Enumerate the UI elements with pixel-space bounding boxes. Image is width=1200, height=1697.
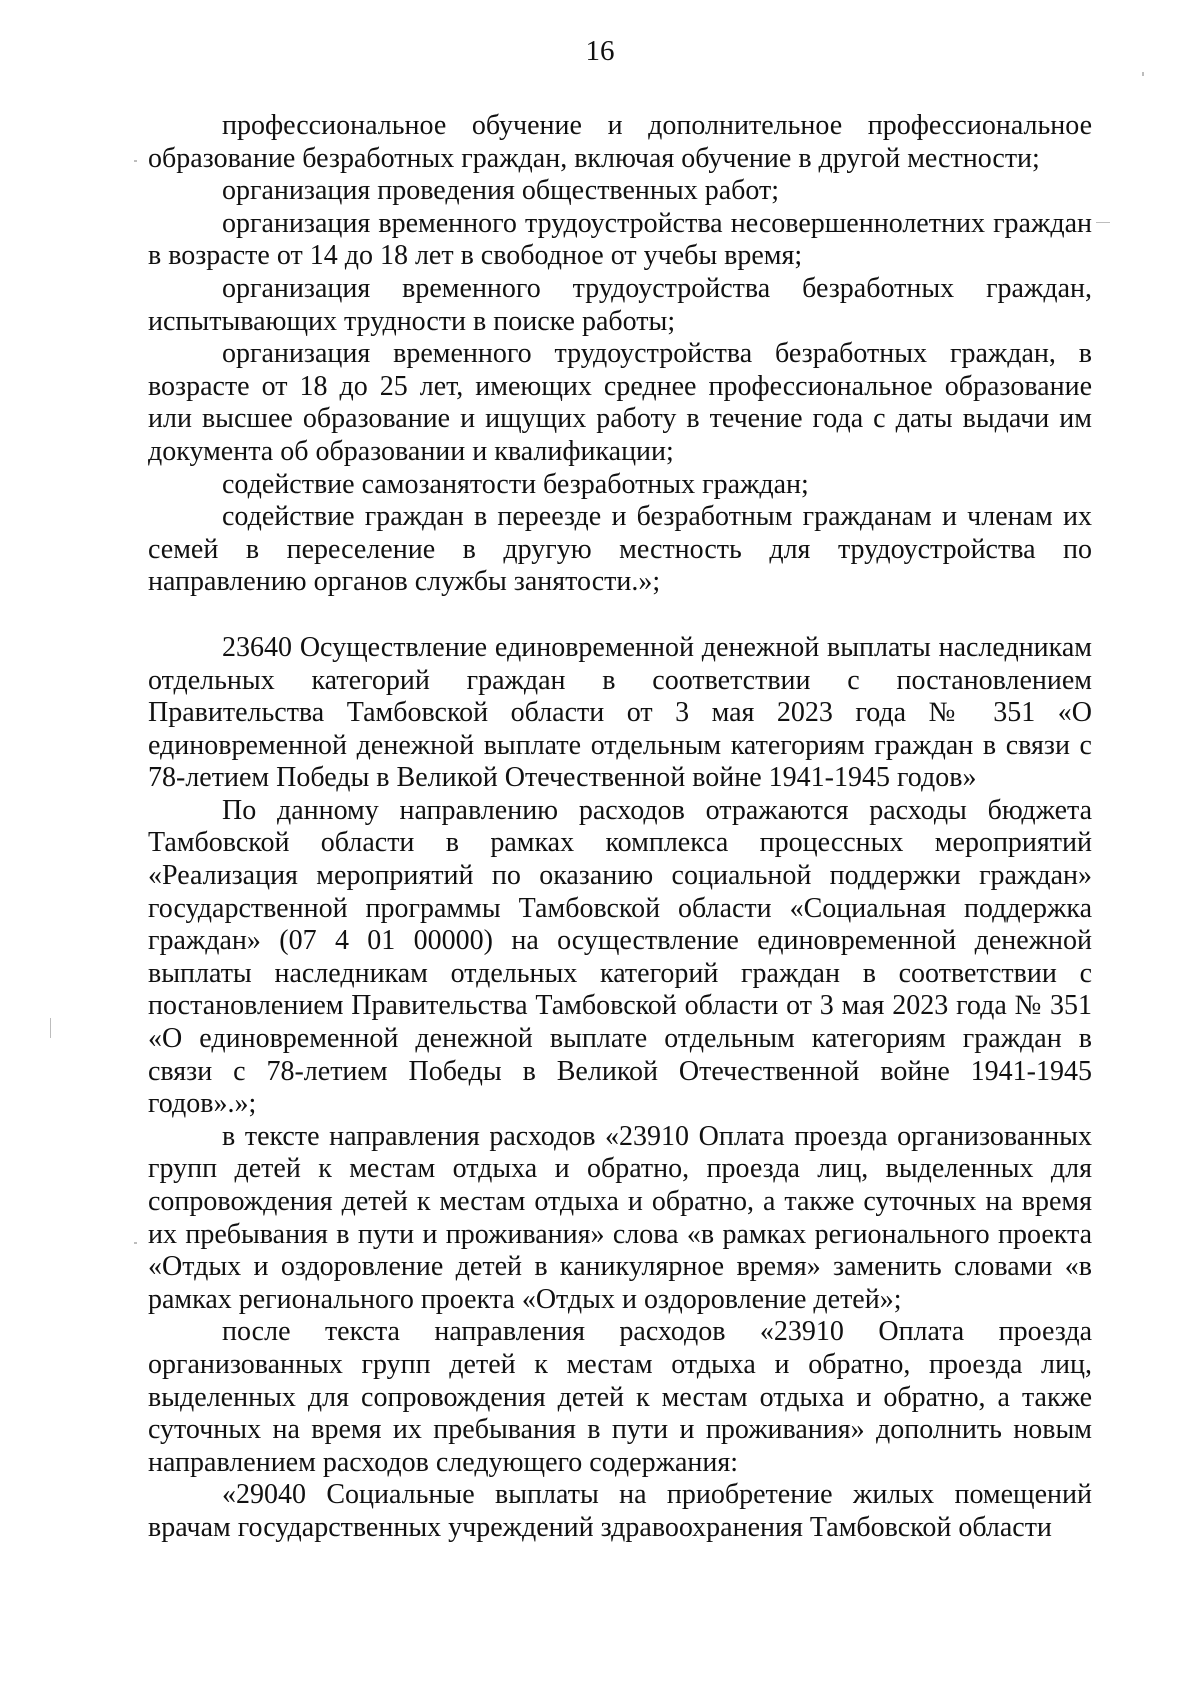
paragraph-public-works: организация проведения общественных работ; [222,175,780,207]
document-body [148,110,1092,1545]
paragraph-young-graduates-employment: организация временного трудоустройства безработных граждан, в возрасте от 18 до 25 лет, имеющих среднее профессиональное образование или высшее образование и ищущих работу в течение года с даты выдачи им документа об образовании и квалификации; [148,338,1092,467]
paragraph-new-expense-introduction: после текста направления расходов «23910 Оплата проезда организованных групп детей к местам отдыха и обратно, проезда лиц, выделенных для сопровождения детей к местам отдыха и обратно, а также суточных на время их пребывания в пути и проживания» дополнить новым направлением расходов следующего содержания: [148,1316,1092,1478]
scan-speck [1096,222,1110,223]
paragraph-unemployed-employment: организация временного трудоустройства безработных граждан, испытывающих трудности в поиске работы; [148,272,1092,337]
paragraph-self-employment: содействие самозанятости безработных граждан; [222,468,809,500]
scan-speck [134,160,137,162]
paragraph-expense-23640: 23640 Осуществление единовременной денежной выплаты наследникам отдельных категорий граждан в соответствии с постановлением Правительства Тамбовской области от 3 мая 2023 года № 351 «О единовременной денежной выплате отдельным категориям граждан в связи с 78-летием Победы в Великой Отечественной войне 1941-1945 годов» [148,631,1092,794]
paragraph-relocation-assistance: содействие граждан в переезде и безработным гражданам и членам их семей в переселение в другую местность для трудоустройства по направлению органов службы занятости.»; [148,501,1092,598]
scan-speck [1142,72,1144,76]
scan-speck [134,1242,137,1244]
paragraph-expense-29040: «29040 Социальные выплаты на приобретение жилых помещений врачам государственных учреждений здравоохранения Тамбовской области [148,1479,1092,1543]
page-number: 16 [585,35,615,67]
paragraph-professional-training: профессиональное обучение и дополнительное профессиональное образование безработных граждан, включая обучение в другой местности; [148,110,1092,174]
scan-speck [50,1018,51,1038]
paragraph-expense-23640-description: По данному направлению расходов отражаются расходы бюджета Тамбовской области в рамках комплекса процессных мероприятий «Реализация мероприятий по оказанию социальной поддержки граждан» государственной программы Тамбовской области «Социальная поддержка граждан» (07 4 01 00000) на осуществление единовременной денежной выплаты наследникам отдельных категорий граждан в соответствии с постановлением Правительства Тамбовской области от 3 мая 2023 года № 351 «О единовременной денежной выплате отдельным категориям граждан в связи с 78-летием Победы в Великой Отечественной войне 1941-1945 годов».»; [148,794,1092,1120]
paragraph-expense-23910-amendment: в тексте направления расходов «23910 Оплата проезда организованных групп детей к местам отдыха и обратно, проезда лиц, выделенных для сопровождения детей к местам отдыха и обратно, а также суточных на время их пребывания в пути и проживания» слова «в рамках регионального проекта «Отдых и оздоровление детей в каникулярное время» заменить словами «в рамках регионального проекта «Отдых и оздоровление детей»; [148,1120,1092,1315]
paragraph-minors-employment: организация временного трудоустройства несовершеннолетних граждан в возрасте от 14 до 18 лет в свободное от учебы время; [148,207,1092,272]
